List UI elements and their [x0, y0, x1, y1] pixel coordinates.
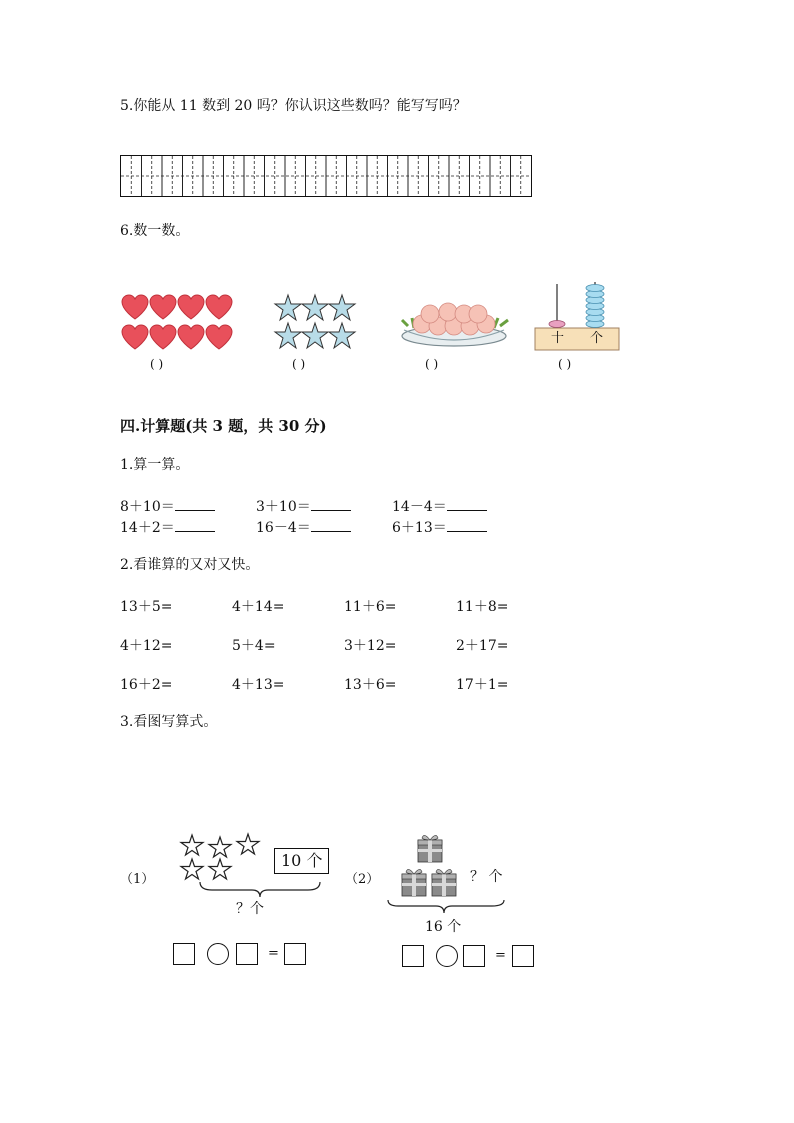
- expr: 8＋10＝: [120, 499, 175, 515]
- expr: 14－4＝: [392, 499, 447, 515]
- calc2-item: 13＋5=: [120, 599, 173, 615]
- answer-box[interactable]: [512, 945, 534, 967]
- calc2-item: 11＋6=: [344, 599, 397, 615]
- calc2-item: 4＋14=: [232, 599, 285, 615]
- expr: 14＋2＝: [120, 520, 175, 536]
- answer-box[interactable]: [173, 943, 195, 965]
- p1-total-box: 10 个: [274, 848, 329, 874]
- abacus-answer[interactable]: ( ): [558, 357, 572, 371]
- answer-blank[interactable]: [447, 496, 487, 511]
- expr: 6＋13＝: [392, 520, 447, 536]
- answer-blank[interactable]: [447, 517, 487, 532]
- section-title: 四.计算题(共 3 题，共 30 分): [120, 417, 327, 435]
- operator-circle[interactable]: [436, 945, 458, 967]
- p2-label: （2）: [345, 872, 380, 887]
- calc2-item: 16＋2=: [120, 677, 173, 693]
- expr: 3＋10＝: [256, 499, 311, 515]
- calc1-text: 1.算一算。: [120, 457, 190, 473]
- calc1-r2-b: [256, 517, 351, 537]
- calc1-r2-a: [120, 517, 215, 537]
- p2-question: ？ 个: [470, 869, 503, 885]
- stars-answer[interactable]: ( ): [292, 357, 306, 371]
- p2-gifts: [398, 830, 464, 904]
- calc2-item: 4＋13=: [232, 677, 285, 693]
- answer-box[interactable]: [284, 943, 306, 965]
- hearts-answer[interactable]: ( ): [150, 357, 164, 371]
- p2-brace: [386, 898, 506, 920]
- calc1-r1-b: [256, 496, 351, 516]
- calc2-item: 13＋6=: [344, 677, 397, 693]
- brace-icon: [386, 898, 506, 916]
- answer-box[interactable]: [402, 945, 424, 967]
- stars-icon: [273, 293, 359, 355]
- peaches-group: [398, 290, 514, 356]
- calc2-item: 3＋12=: [344, 638, 397, 654]
- answer-blank[interactable]: [311, 496, 351, 511]
- p1-question: ？个: [236, 901, 264, 917]
- answer-box[interactable]: [236, 943, 258, 965]
- hearts-group: [120, 293, 240, 359]
- calc2-item: 11＋8=: [456, 599, 509, 615]
- grid-lines: [121, 156, 531, 196]
- expr: 16－4＝: [256, 520, 311, 536]
- calc2-item: 5＋4=: [232, 638, 276, 654]
- equals-sign: =: [495, 948, 506, 963]
- abacus-label-ten: 十: [551, 331, 565, 346]
- writing-grid[interactable]: [120, 155, 532, 197]
- stars-group: [273, 293, 359, 359]
- answer-blank[interactable]: [311, 517, 351, 532]
- hearts-icon: [120, 293, 240, 355]
- calc2-item: 2＋17=: [456, 638, 509, 654]
- abacus-icon: [533, 280, 623, 352]
- calc1-r1-c: [392, 496, 487, 516]
- q5-text: 5.你能从 11 数到 20 吗？你认识这些数吗？能写写吗？: [120, 98, 467, 114]
- peaches-answer[interactable]: ( ): [425, 357, 439, 371]
- calc2-item: 17＋1=: [456, 677, 509, 693]
- peach-icon: [398, 290, 514, 352]
- p1-label: （1）: [120, 872, 155, 887]
- calc2-text: 2.看谁算的又对又快。: [120, 557, 260, 573]
- answer-blank[interactable]: [175, 496, 215, 511]
- p1-brace: [198, 880, 322, 902]
- calc1-r2-c: [392, 517, 487, 537]
- equals-sign: =: [268, 946, 279, 961]
- q6-text: 6.数一数。: [120, 223, 190, 239]
- star-outline-icon: [178, 832, 274, 884]
- operator-circle[interactable]: [207, 943, 229, 965]
- brace-icon: [198, 880, 322, 898]
- p2-total: 16 个: [425, 919, 462, 935]
- answer-box[interactable]: [463, 945, 485, 967]
- abacus-group: [533, 280, 623, 356]
- abacus-label-one: 个: [590, 331, 604, 346]
- calc1-r1-a: [120, 496, 215, 516]
- answer-blank[interactable]: [175, 517, 215, 532]
- calc3-text: 3.看图写算式。: [120, 714, 218, 730]
- gift-icon: [398, 830, 464, 900]
- calc2-item: 4＋12=: [120, 638, 173, 654]
